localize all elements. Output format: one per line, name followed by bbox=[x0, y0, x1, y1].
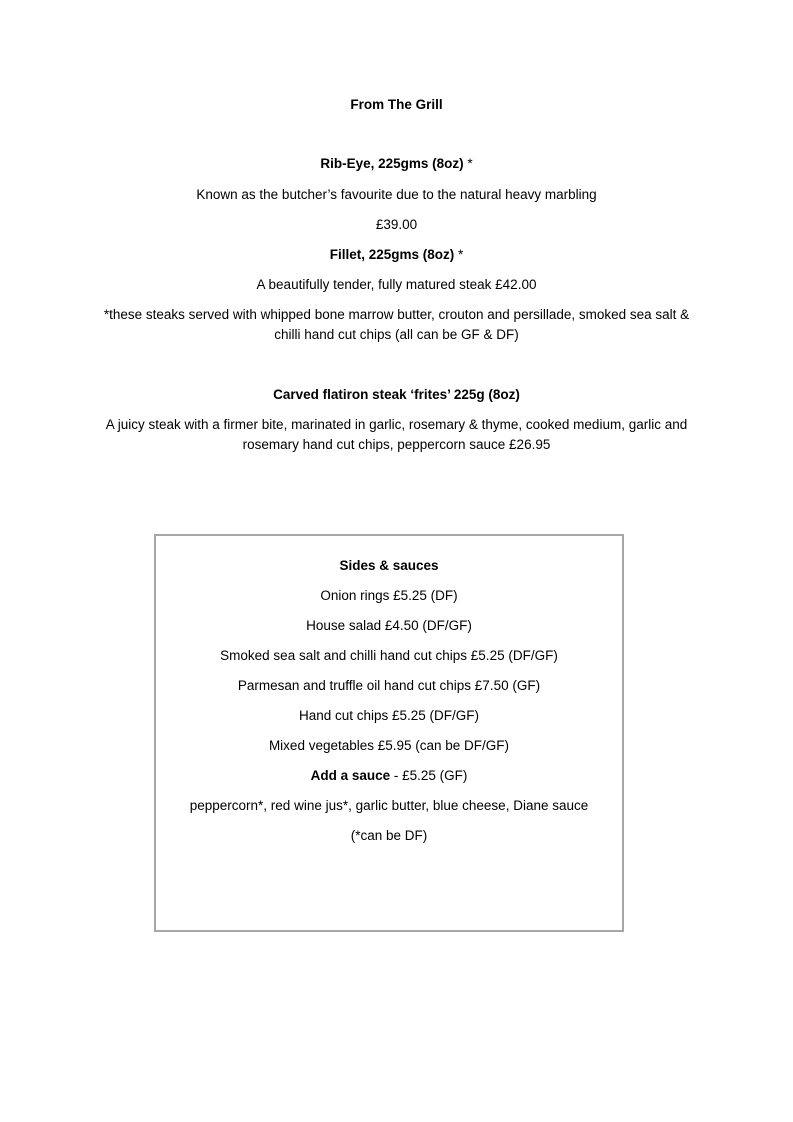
sides-heading: Sides & sauces bbox=[339, 558, 439, 573]
ribeye-description: Known as the butcher’s favourite due to the natural heavy marbling bbox=[196, 187, 597, 202]
add-sauce-line bbox=[156, 766, 622, 786]
steaks-note: *these steaks served with whipped bone marrow butter, crouton and persillade, smoked sea salt & chilli hand cut chips (all can be GF & DF) bbox=[103, 307, 690, 342]
ribeye-heading bbox=[0, 154, 793, 174]
ribeye-name: Rib-Eye, 225gms (8oz) bbox=[320, 156, 464, 171]
side-item: House salad £4.50 (DF/GF) bbox=[306, 618, 472, 633]
page-title: From The Grill bbox=[350, 97, 443, 112]
side-item: Parmesan and truffle oil hand cut chips £7.50 (GF) bbox=[237, 678, 541, 693]
sides-sauces-box bbox=[154, 534, 624, 932]
fillet-marker: * bbox=[454, 247, 464, 262]
side-item: Mixed vegetables £5.95 (can be DF/GF) bbox=[268, 738, 510, 753]
side-item: Hand cut chips £5.25 (DF/GF) bbox=[298, 708, 480, 723]
sauces-list: peppercorn*, red wine jus*, garlic butter, blue cheese, Diane sauce bbox=[189, 798, 589, 813]
fillet-name: Fillet, 225gms (8oz) bbox=[329, 247, 455, 262]
ribeye-marker: * bbox=[463, 156, 473, 171]
side-item: Smoked sea salt and chilli hand cut chips £5.25 (DF/GF) bbox=[220, 648, 558, 663]
flatiron-description: A juicy steak with a firmer bite, marinated in garlic, rosemary & thyme, cooked medium, garlic and rosemary hand cut chips, peppercorn sauce £26.95 bbox=[105, 417, 688, 452]
fillet-description: A beautifully tender, fully matured steak £42.00 bbox=[256, 277, 537, 292]
side-item: Onion rings £5.25 (DF) bbox=[320, 588, 458, 603]
add-sauce-price: - £5.25 (GF) bbox=[390, 768, 468, 783]
add-sauce-label: Add a sauce bbox=[310, 768, 391, 783]
fillet-heading bbox=[0, 245, 793, 265]
flatiron-heading: Carved flatiron steak ‘frites’ 225g (8oz) bbox=[273, 387, 520, 402]
ribeye-price: £39.00 bbox=[375, 217, 418, 232]
sauces-note: (*can be DF) bbox=[350, 828, 428, 843]
